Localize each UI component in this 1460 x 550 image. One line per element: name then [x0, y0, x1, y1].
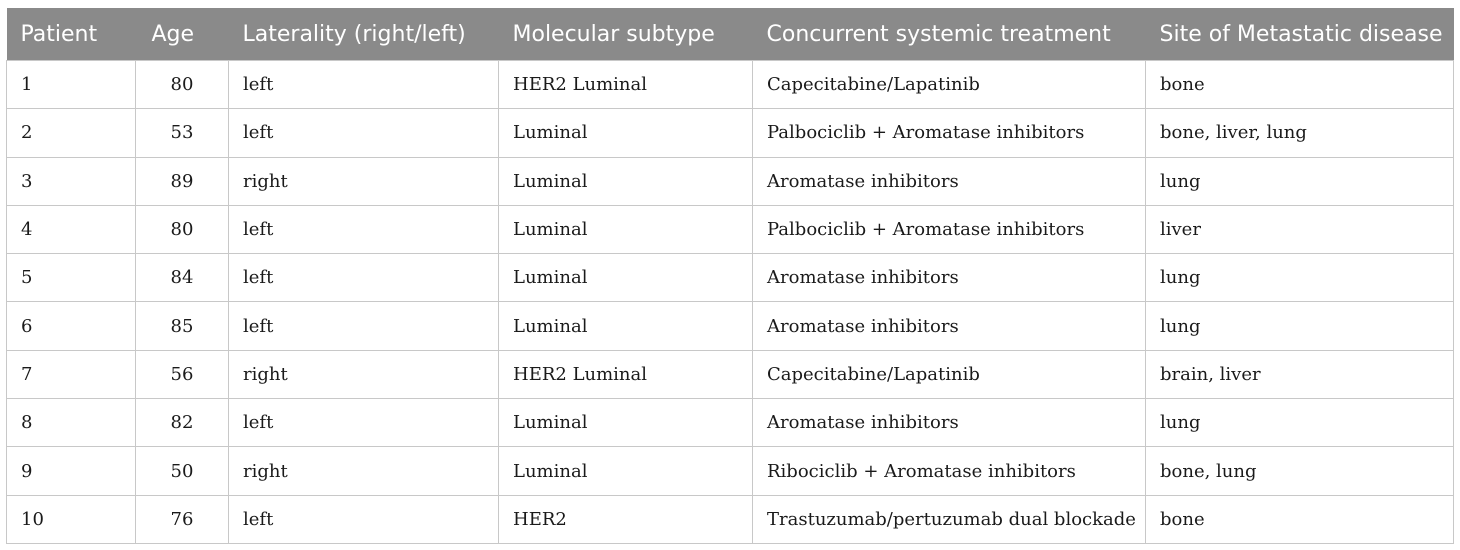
cell-treatment: Capecitabine/Lapatinib	[753, 61, 1146, 109]
cell-patient: 1	[7, 61, 136, 109]
cell-treatment: Trastuzumab/pertuzumab dual blockade	[753, 495, 1146, 543]
cell-metastatic-site: bone	[1146, 495, 1454, 543]
cell-age: 50	[136, 447, 229, 495]
cell-treatment: Ribociclib + Aromatase inhibitors	[753, 447, 1146, 495]
table-row	[7, 350, 1454, 398]
cell-molecular-subtype: Luminal	[499, 205, 753, 253]
cell-metastatic-site: brain, liver	[1146, 350, 1454, 398]
cell-metastatic-site: bone, lung	[1146, 447, 1454, 495]
cell-laterality: right	[229, 447, 499, 495]
cell-patient: 7	[7, 350, 136, 398]
table-row	[7, 157, 1454, 205]
cell-patient: 2	[7, 109, 136, 157]
header-laterality: Laterality (right/left)	[242, 21, 466, 47]
cell-laterality: right	[229, 157, 499, 205]
cell-patient: 3	[7, 157, 136, 205]
cell-metastatic-site: lung	[1146, 302, 1454, 350]
cell-molecular-subtype: Luminal	[499, 109, 753, 157]
cell-age: 76	[136, 495, 229, 543]
cell-patient: 9	[7, 447, 136, 495]
cell-metastatic-site: bone, liver, lung	[1146, 109, 1454, 157]
cell-age: 85	[136, 302, 229, 350]
patient-table	[6, 8, 1454, 544]
cell-laterality: left	[229, 399, 499, 447]
cell-molecular-subtype: HER2 Luminal	[499, 350, 753, 398]
cell-treatment: Aromatase inhibitors	[753, 399, 1146, 447]
cell-laterality: left	[229, 205, 499, 253]
cell-laterality: left	[229, 495, 499, 543]
cell-treatment: Capecitabine/Lapatinib	[753, 350, 1146, 398]
table-body	[7, 61, 1454, 544]
table-row	[7, 399, 1454, 447]
table-row	[7, 254, 1454, 302]
table-row	[7, 302, 1454, 350]
cell-molecular-subtype: Luminal	[499, 302, 753, 350]
cell-molecular-subtype: Luminal	[499, 254, 753, 302]
cell-treatment: Palbociclib + Aromatase inhibitors	[753, 109, 1146, 157]
cell-metastatic-site: bone	[1146, 61, 1454, 109]
cell-age: 89	[136, 157, 229, 205]
cell-treatment: Aromatase inhibitors	[753, 157, 1146, 205]
cell-metastatic-site: liver	[1146, 205, 1454, 253]
cell-molecular-subtype: Luminal	[499, 399, 753, 447]
cell-laterality: left	[229, 109, 499, 157]
patient-table-container	[6, 8, 1453, 544]
header-molecular-subtype: Molecular subtype	[512, 21, 715, 47]
header-row	[7, 8, 1454, 61]
cell-laterality: left	[229, 61, 499, 109]
cell-age: 80	[136, 205, 229, 253]
cell-metastatic-site: lung	[1146, 254, 1454, 302]
header-age: Age	[151, 21, 195, 47]
cell-treatment: Aromatase inhibitors	[753, 254, 1146, 302]
cell-treatment: Palbociclib + Aromatase inhibitors	[753, 205, 1146, 253]
cell-molecular-subtype: HER2 Luminal	[499, 61, 753, 109]
cell-molecular-subtype: HER2	[499, 495, 753, 543]
cell-patient: 8	[7, 399, 136, 447]
cell-metastatic-site: lung	[1146, 399, 1454, 447]
cell-age: 56	[136, 350, 229, 398]
cell-laterality: left	[229, 302, 499, 350]
cell-patient: 10	[7, 495, 136, 543]
table-header	[7, 8, 1454, 61]
cell-age: 80	[136, 61, 229, 109]
table-row	[7, 61, 1454, 109]
cell-laterality: right	[229, 350, 499, 398]
table-row	[7, 495, 1454, 543]
cell-molecular-subtype: Luminal	[499, 157, 753, 205]
cell-patient: 6	[7, 302, 136, 350]
header-concurrent-treatment: Concurrent systemic treatment	[766, 21, 1111, 47]
cell-age: 84	[136, 254, 229, 302]
cell-patient: 4	[7, 205, 136, 253]
table-row	[7, 447, 1454, 495]
cell-age: 82	[136, 399, 229, 447]
cell-molecular-subtype: Luminal	[499, 447, 753, 495]
cell-age: 53	[136, 109, 229, 157]
header-metastatic-site: Site of Metastatic disease	[1159, 21, 1443, 47]
cell-laterality: left	[229, 254, 499, 302]
cell-metastatic-site: lung	[1146, 157, 1454, 205]
table-row	[7, 109, 1454, 157]
table-row	[7, 205, 1454, 253]
cell-patient: 5	[7, 254, 136, 302]
cell-treatment: Aromatase inhibitors	[753, 302, 1146, 350]
header-patient: Patient	[20, 21, 98, 47]
